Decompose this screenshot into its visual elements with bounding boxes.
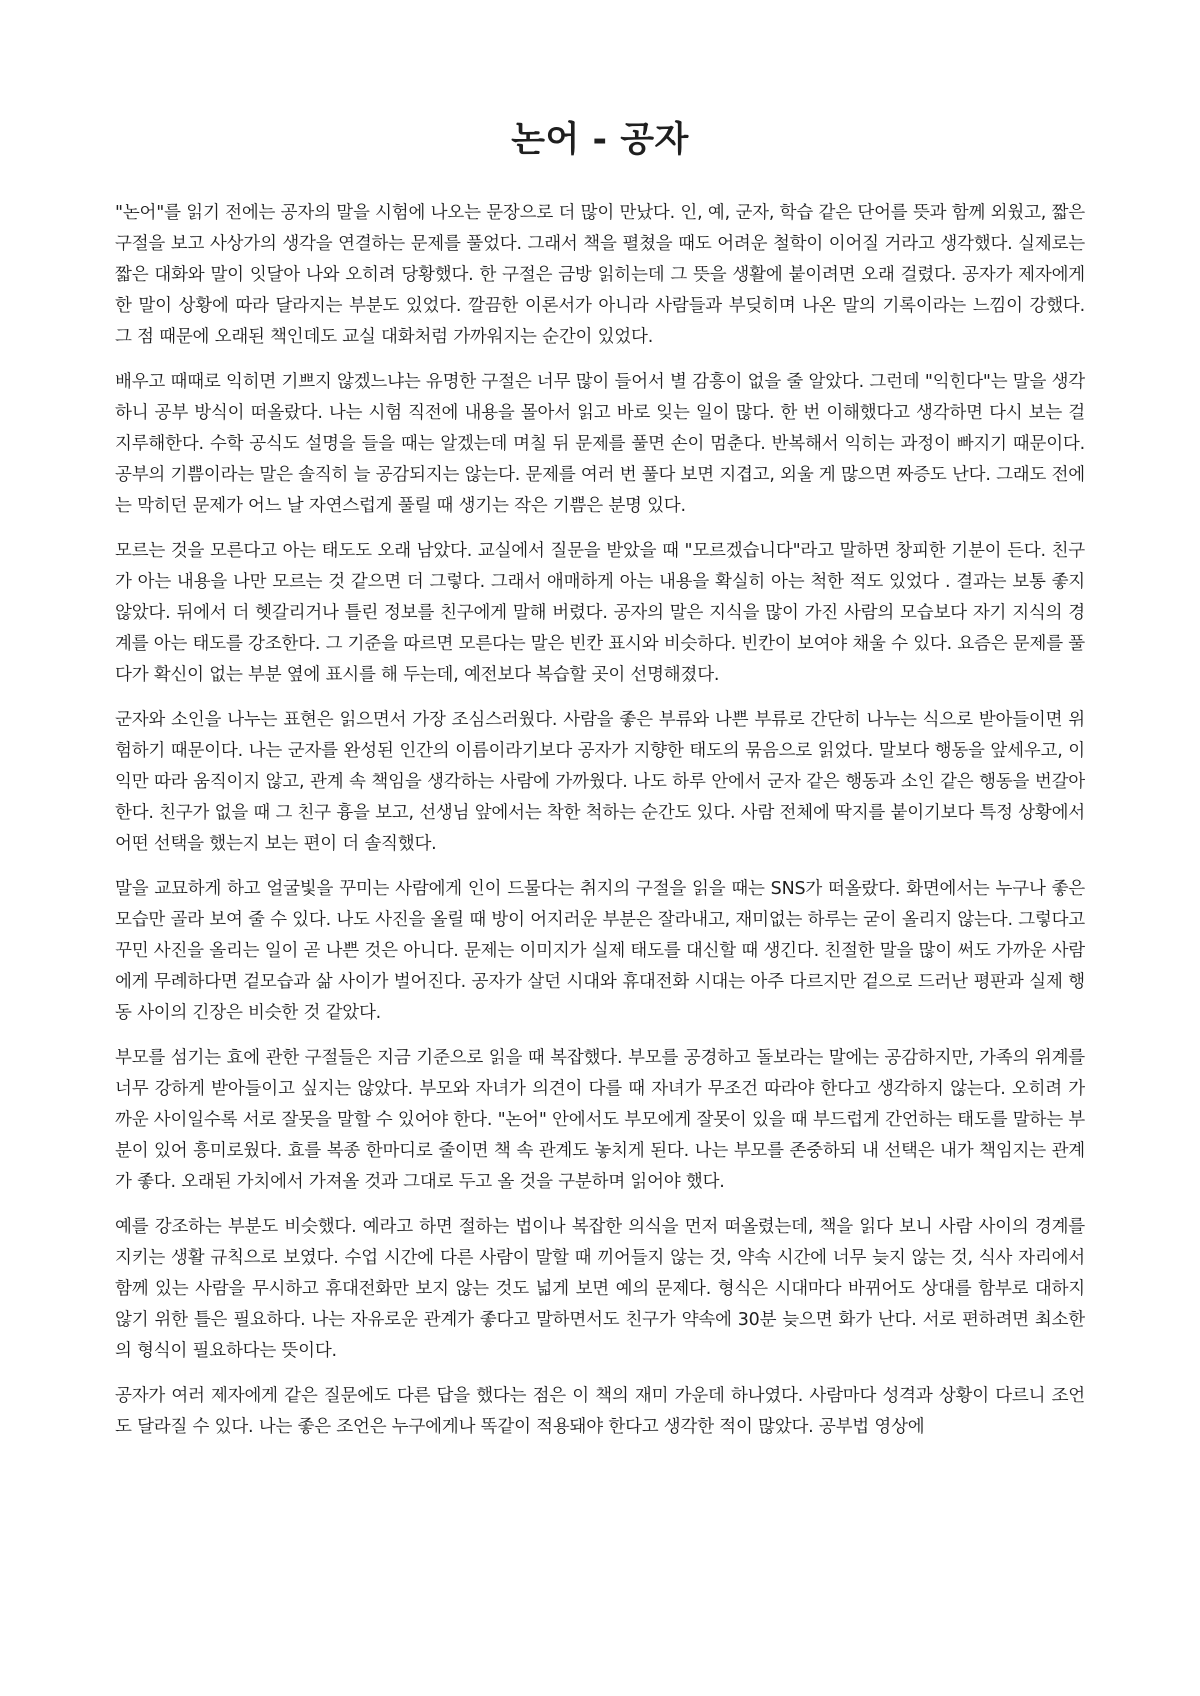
paragraph-4: 군자와 소인을 나누는 표현은 읽으면서 가장 조심스러웠다. 사람을 좋은 부류와 나쁜 부류로 간단히 나누는 식으로 받아들이면 위험하기 때문이다. 나는 군자를 완성된 인간의 이름이라기보다 공자가 지향한 태도의 묶음으로 읽었다. 말보다 행동을 앞세우고, 이익만 따라 움직이지 않고, 관계 속 책임을 생각하는 사람에 가까웠다. 나도 하루 안에서 군자 같은 행동과 소인 같은 행동을 번갈아 한다. 친구가 없을 때 그 친구 흉을 보고, 선생님 앞에서는 착한 척하는 순간도 있다. 사람 전체에 딱지를 붙이기보다 특정 상황에서 어떤 선택을 했는지 보는 편이 더 솔직했다. (115, 710, 1085, 854)
paragraph-1: "논어"를 읽기 전에는 공자의 말을 시험에 나오는 문장으로 더 많이 만났다. 인, 예, 군자, 학습 같은 단어를 뜻과 함께 외웠고, 짧은 구절을 보고 사상가의 생각을 연결하는 문제를 풀었다. 그래서 책을 펼쳤을 때도 어려운 철학이 이어질 거라고 생각했다. 실제로는 짧은 대화와 말이 잇달아 나와 오히려 당황했다. 한 구절은 금방 읽히는데 그 뜻을 생활에 붙이려면 오래 걸렸다. 공자가 제자에게 한 말이 상황에 따라 달라지는 부분도 있었다. 깔끔한 이론서가 아니라 사람들과 부딪히며 나온 말의 기록이라는 느낌이 강했다. 그 점 때문에 오래된 책인데도 교실 대화처럼 가까워지는 순간이 있었다. (115, 203, 1085, 347)
paragraph-3: 모르는 것을 모른다고 아는 태도도 오래 남았다. 교실에서 질문을 받았을 때 "모르겠습니다"라고 말하면 창피한 기분이 든다. 친구가 아는 내용을 나만 모르는 것 같으면 더 그렇다. 그래서 애매하게 아는 내용을 확실히 아는 척한 적도 있었다 . 결과는 보통 좋지 않았다. 뒤에서 더 헷갈리거나 틀린 정보를 친구에게 말해 버렸다. 공자의 말은 지식을 많이 가진 사람의 모습보다 자기 지식의 경계를 아는 태도를 강조한다. 그 기준을 따르면 모른다는 말은 빈칸 표시와 비슷하다. 빈칸이 보여야 채울 수 있다. 요즘은 문제를 풀다가 확신이 없는 부분 옆에 표시를 해 두는데, 예전보다 복습할 곳이 선명해졌다. (115, 541, 1085, 685)
paragraph-7: 예를 강조하는 부분도 비슷했다. 예라고 하면 절하는 법이나 복잡한 의식을 먼저 떠올렸는데, 책을 읽다 보니 사람 사이의 경계를 지키는 생활 규칙으로 보였다. 수업 시간에 다른 사람이 말할 때 끼어들지 않는 것, 약속 시간에 너무 늦지 않는 것, 식사 자리에서 함께 있는 사람을 무시하고 휴대전화만 보지 않는 것도 넓게 보면 예의 문제다. 형식은 시대마다 바뀌어도 상대를 함부로 대하지 않기 위한 틀은 필요하다. 나는 자유로운 관계가 좋다고 말하면서도 친구가 약속에 30분 늦으면 화가 난다. 서로 편하려면 최소한의 형식이 필요하다는 뜻이다. (115, 1217, 1085, 1361)
document-body (115, 198, 1085, 1443)
paragraph-5: 말을 교묘하게 하고 얼굴빛을 꾸미는 사람에게 인이 드물다는 취지의 구절을 읽을 때는 SNS가 떠올랐다. 화면에서는 누구나 좋은 모습만 골라 보여 줄 수 있다. 나도 사진을 올릴 때 방이 어지러운 부분은 잘라내고, 재미없는 하루는 굳이 올리지 않는다. 그렇다고 꾸민 사진을 올리는 일이 곧 나쁜 것은 아니다. 문제는 이미지가 실제 태도를 대신할 때 생긴다. 친절한 말을 많이 써도 가까운 사람에게 무례하다면 겉모습과 삶 사이가 벌어진다. 공자가 살던 시대와 휴대전화 시대는 아주 다르지만 겉으로 드러난 평판과 실제 행동 사이의 긴장은 비슷한 것 같았다. (115, 879, 1085, 1023)
document-title: 논어 - 공자 (511, 120, 689, 160)
paragraph-2: 배우고 때때로 익히면 기쁘지 않겠느냐는 유명한 구절은 너무 많이 들어서 별 감흥이 없을 줄 알았다. 그런데 "익힌다"는 말을 생각하니 공부 방식이 떠올랐다. 나는 시험 직전에 내용을 몰아서 읽고 바로 잊는 일이 많다. 한 번 이해했다고 생각하면 다시 보는 걸 지루해한다. 수학 공식도 설명을 들을 때는 알겠는데 며칠 뒤 문제를 풀면 손이 멈춘다. 반복해서 익히는 과정이 빠지기 때문이다. 공부의 기쁨이라는 말은 솔직히 늘 공감되지는 않는다. 문제를 여러 번 풀다 보면 지겹고, 외울 게 많으면 짜증도 난다. 그래도 전에는 막히던 문제가 어느 날 자연스럽게 풀릴 때 생기는 작은 기쁨은 분명 있다. (115, 372, 1085, 516)
document-page (115, 118, 1085, 1457)
paragraph-6: 부모를 섬기는 효에 관한 구절들은 지금 기준으로 읽을 때 복잡했다. 부모를 공경하고 돌보라는 말에는 공감하지만, 가족의 위계를 너무 강하게 받아들이고 싶지는 않았다. 부모와 자녀가 의견이 다를 때 자녀가 무조건 따라야 한다고 생각하지 않는다. 오히려 가까운 사이일수록 서로 잘못을 말할 수 있어야 한다. "논어" 안에서도 부모에게 잘못이 있을 때 부드럽게 간언하는 태도를 말하는 부분이 있어 흥미로웠다. 효를 복종 한마디로 줄이면 책 속 관계도 놓치게 된다. 나는 부모를 존중하되 내 선택은 내가 책임지는 관계가 좋다. 오래된 가치에서 가져올 것과 그대로 두고 올 것을 구분하며 읽어야 했다. (115, 1048, 1085, 1192)
paragraph-8: 공자가 여러 제자에게 같은 질문에도 다른 답을 했다는 점은 이 책의 재미 가운데 하나였다. 사람마다 성격과 상황이 다르니 조언도 달라질 수 있다. 나는 좋은 조언은 누구에게나 똑같이 적용돼야 한다고 생각한 적이 많았다. 공부법 영상에 (115, 1386, 1085, 1437)
